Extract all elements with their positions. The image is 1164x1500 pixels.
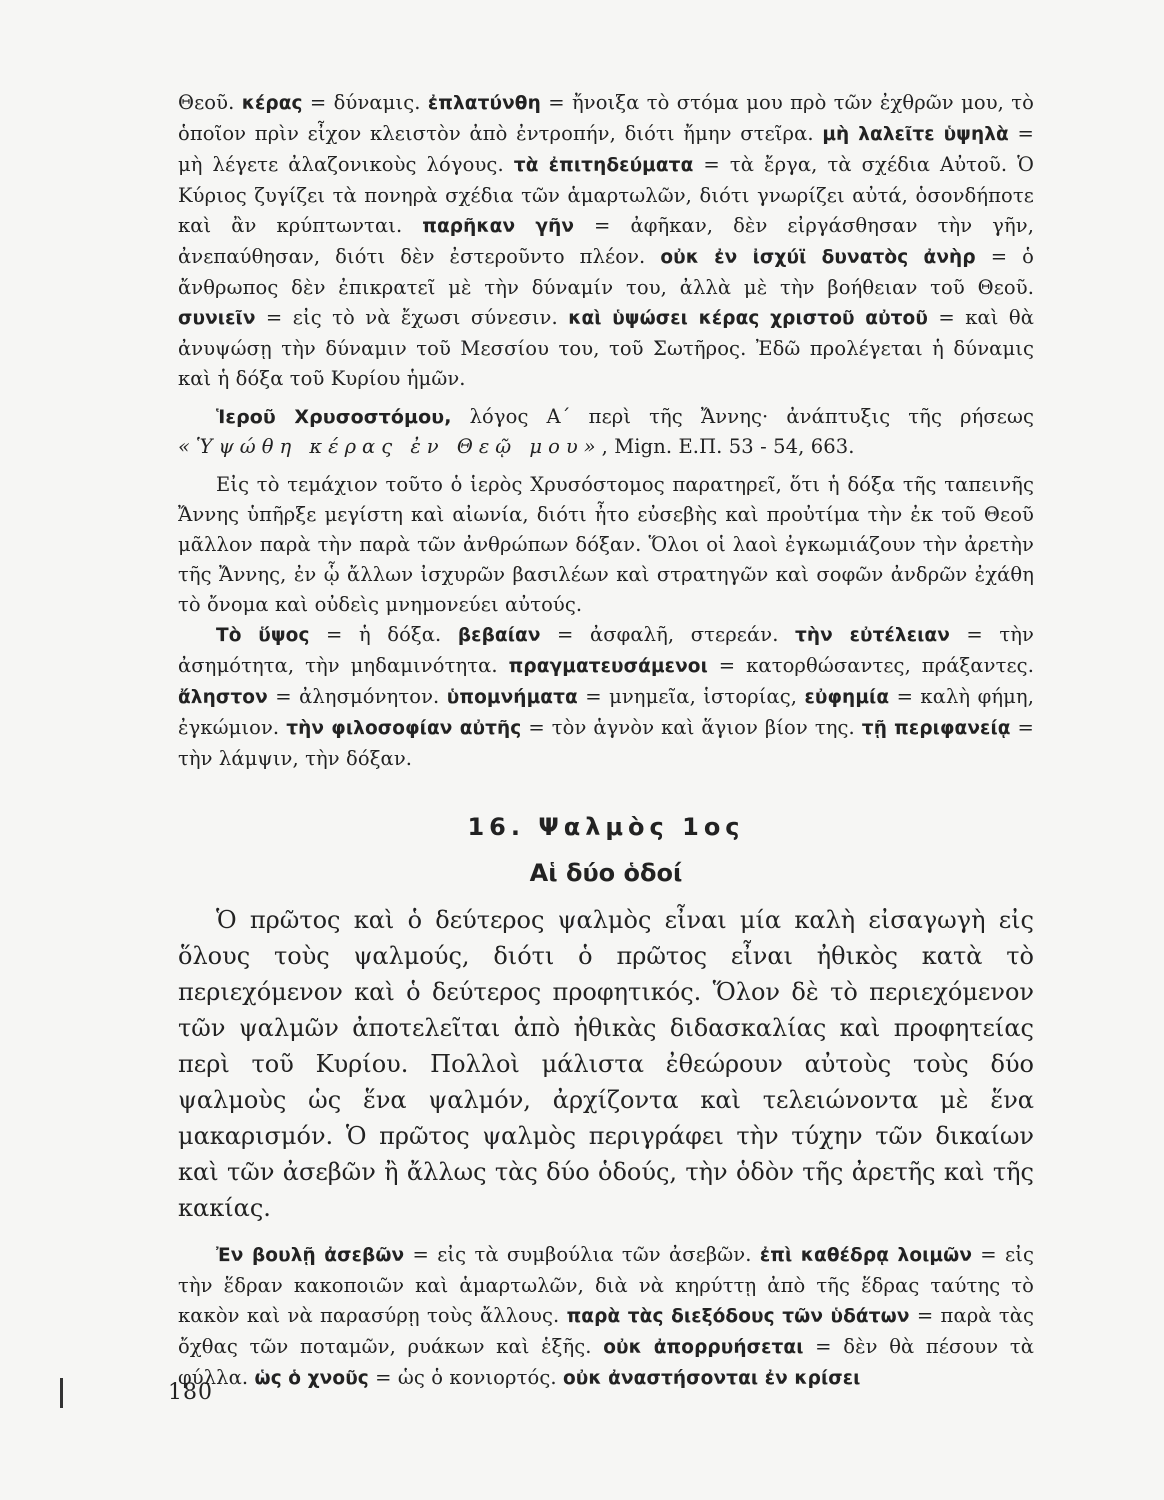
term: παρῆκαν γῆν	[422, 216, 575, 237]
margin-mark	[60, 1378, 63, 1408]
term: ὡς ὁ χνοῦς	[254, 1368, 369, 1389]
term: ἄληστον	[178, 687, 268, 708]
section-title: Αἱ δύο ὁδοί	[529, 859, 683, 887]
term: οὐκ ἀναστήσονται ἐν κρίσει	[562, 1368, 861, 1389]
term: μὴ λαλεῖτε ὑψηλὰ	[822, 124, 1009, 145]
author-name: Ἱεροῦ Χρυσοστόμου,	[216, 406, 452, 428]
page-body	[178, 88, 1034, 1388]
term: Τὸ ὕψος	[216, 625, 310, 646]
term: παρὰ τὰς διεξόδους τῶν ὑδάτων	[566, 1306, 910, 1327]
term: ὑπομνήματα	[446, 687, 578, 708]
term: εὐφημία	[804, 687, 890, 708]
page-number: 180	[168, 1380, 213, 1405]
term: πραγματευσάμενοι	[508, 656, 708, 677]
term: ἐπὶ καθέδρᾳ λοιμῶν	[759, 1245, 973, 1266]
term: Ἐν βουλῇ ἀσεβῶν	[216, 1245, 405, 1266]
term: συνιεῖν	[178, 308, 256, 329]
psalm-number-heading: 16. Ψαλμὸς 1ος	[467, 813, 745, 841]
term: τὴν φιλοσοφίαν αὐτῆς	[286, 718, 522, 739]
commentary-paragraph-2: Εἰς τὸ τεμάχιον τοῦτο ὁ ἱερὸς Χρυσόστομος παρατηρεῖ, ὅτι ἡ δόξα τῆς ταπεινῆς Ἄννης ὑπῆρξε μεγίστη καὶ αἰωνία, διότι ἦτο εὐσεβὴς καὶ προὐτίμα τὴν ἐκ τοῦ Θεοῦ μᾶλλον παρὰ τὴν παρὰ τῶν ἀνθρώπων δόξαν. Ὅλοι οἱ λαοὶ ἐγκωμιάζουν τὴν ἀρετὴν τῆς Ἄννης, ἐν ᾧ ἄλλων ἰσχυρῶν βασιλέων καὶ στρατηγῶν καὶ σοφῶν ἀνδρῶν ἐχάθη τὸ ὄνομα καὶ οὐδεὶς μνημονεύει αὐτούς.	[178, 473, 1034, 616]
glossary-paragraph-2: Ἐν βουλῇ ἀσεβῶν = εἰς τὰ συμβούλια τῶν ἀσεβῶν. ἐπὶ καθέδρᾳ λοιμῶν = εἰς τὴν ἕδραν κακοποιῶν καὶ ἁμαρτωλῶν, διὰ νὰ κηρύττῃ ἀπὸ τῆς ἕδρας ταύτης τὸ κακὸν καὶ νὰ παρασύρῃ τοὺς ἄλλους. παρὰ τὰς διεξόδους τῶν ὑδάτων = παρὰ τὰς ὄχθας τῶν ποταμῶν, ρυάκων καὶ ἑξῆς. οὐκ ἀπορρυήσεται = δὲν θὰ πέσουν τὰ φύλλα. ὡς ὁ χνοῦς = ὡς ὁ κονιορτός. οὐκ ἀναστήσονται ἐν κρίσει	[178, 1243, 1035, 1389]
term: καὶ ὑψώσει κέρας χριστοῦ αὐτοῦ	[568, 308, 928, 329]
term: βεβαίαν	[457, 625, 541, 646]
commentary-paragraph-1: Θεοῦ. κέρας = δύναμις. ἐπλατύνθη = ἤνοιξα τὸ στόμα μου πρὸ τῶν ἐχθρῶν μου, τὸ ὁποῖον πρὶν εἶχον κλειστὸν ἀπὸ ἐντροπήν, διότι ἤμην στεῖρα. μὴ λαλεῖτε ὑψηλὰ = μὴ λέγετε ἀλαζονικοὺς λόγους. τὰ ἐπιτηδεύματα = τὰ ἔργα, τὰ σχέδια Αὐτοῦ. Ὁ Κύριος ζυγίζει τὰ πονηρὰ σχέδια τῶν ἁμαρτωλῶν, διότι γνωρίζει αὐτά, ὁσονδήποτε καὶ ἂν κρύπτωνται. παρῆκαν γῆν = ἀφῆκαν, δὲν εἰργάσθησαν τὴν γῆν, ἀνεπαύθησαν, διότι δὲν ἐστεροῦντο πλέον. οὐκ ἐν ἰσχύϊ δυνατὸς ἀνὴρ = ὁ ἄνθρωπος δὲν ἐπικρατεῖ μὲ τὴν δύναμίν του, ἀλλὰ μὲ τὴν βοήθειαν τοῦ Θεοῦ. συνιεῖν = εἰς τὸ νὰ ἔχωσι σύνεσιν. καὶ ὑψώσει κέρας χριστοῦ αὐτοῦ = καὶ θὰ ἀνυψώσῃ τὴν δύναμιν τοῦ Μεσσίου του, τοῦ Σωτῆρος. Ἐδῶ προλέγεται ἡ δύναμις καὶ ἡ δόξα τοῦ Κυρίου ἡμῶν.	[178, 91, 1034, 390]
citation-paragraph: Ἱεροῦ Χρυσοστόμου, λόγος Α΄ περὶ τῆς Ἄννης· ἀνάπτυξις τῆς ρήσεως «Ὑψώθη κέρας ἐν Θεῷ μου», Mign. Ε.Π. 53 - 54, 663.	[178, 405, 1035, 458]
psalm-intro-paragraph: Ὁ πρῶτος καὶ ὁ δεύτερος ψαλμὸς εἶναι μία καλὴ εἰσαγωγὴ εἰς ὅλους τοὺς ψαλμούς, διότι ὁ πρῶτος εἶναι ἠθικὸς κατὰ τὸ περιεχόμενον καὶ ὁ δεύτερος προφητικός. Ὅλον δὲ τὸ περιεχόμενον τῶν ψαλμῶν ἀποτελεῖται ἀπὸ ἠθικὰς διδασκαλίας καὶ προφητείας περὶ τοῦ Κυρίου. Πολλοὶ μάλιστα ἐθεώρουν αὐτοὺς τοὺς δύο ψαλμοὺς ὡς ἕνα ψαλμόν, ἀρχίζοντα καὶ τελειώνοντα μὲ ἕνα μακαρισμόν. Ὁ πρῶτος ψαλμὸς περιγράφει τὴν τύχην τῶν δικαίων καὶ τῶν ἀσεβῶν ἢ ἄλλως τὰς δύο ὁδούς, τὴν ὁδὸν τῆς ἀρετῆς καὶ τῆς κακίας.	[178, 906, 1034, 1222]
quoted-phrase: «Ὑψώθη κέρας ἐν Θεῷ μου»	[178, 435, 602, 458]
term: τὰ ἐπιτηδεύματα	[513, 155, 694, 176]
term: οὐκ ἐν ἰσχύϊ δυνατὸς ἀνὴρ	[660, 247, 976, 268]
term: τῇ περιφανείᾳ	[861, 718, 1011, 739]
term: τὴν εὐτέλειαν	[795, 625, 950, 646]
term: οὐκ ἀπορρυήσεται	[603, 1337, 804, 1358]
term: ἐπλατύνθη	[427, 93, 541, 114]
term: κέρας	[241, 93, 303, 114]
glossary-paragraph-1: Τὸ ὕψος = ἡ δόξα. βεβαίαν = ἀσφαλῆ, στερεάν. τὴν εὐτέλειαν = τὴν ἀσημότητα, τὴν μηδαμινότητα. πραγματευσάμενοι = κατορθώσαντες, πράξαντες. ἄληστον = ἀλησμόνητον. ὑπομνήματα = μνημεῖα, ἱστορίας, εὐφημία = καλὴ φήμη, ἐγκώμιον. τὴν φιλοσοφίαν αὐτῆς = τὸν ἁγνὸν καὶ ἅγιον βίον της. τῇ περιφανείᾳ = τὴν λάμψιν, τὴν δόξαν.	[178, 623, 1035, 770]
